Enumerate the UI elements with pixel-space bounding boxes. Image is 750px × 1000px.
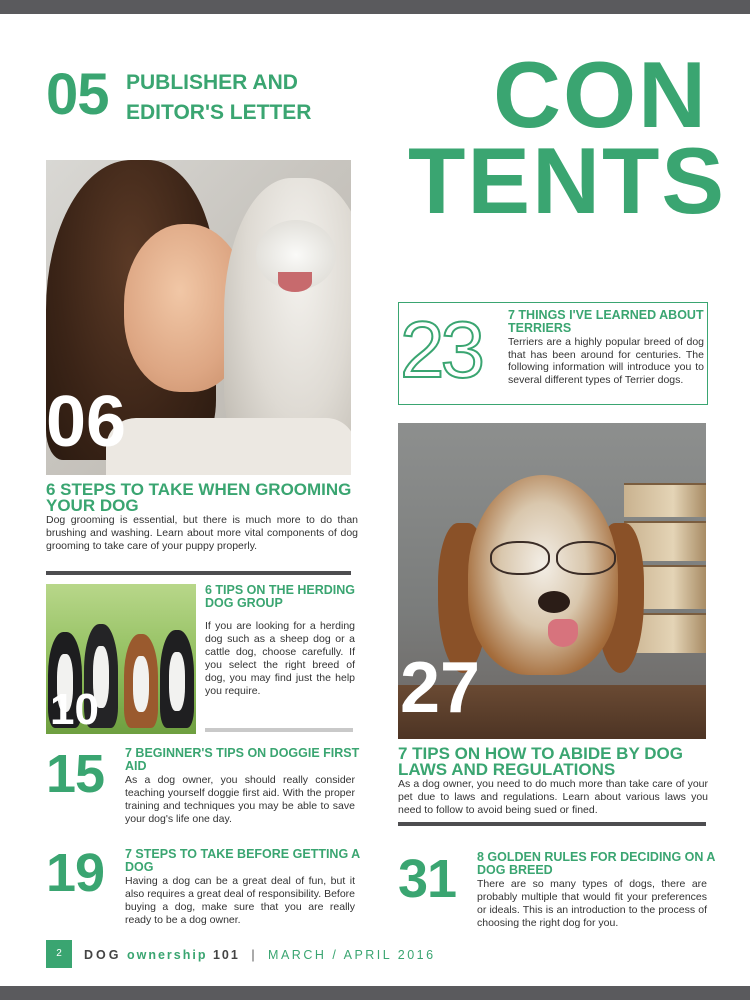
section-divider-light bbox=[205, 728, 353, 732]
page-number-06: 06 bbox=[46, 382, 127, 462]
page-number-31: 31 bbox=[398, 849, 457, 909]
page-number-19: 19 bbox=[46, 843, 105, 903]
brand-ownership: ownership bbox=[126, 948, 208, 962]
page-title-line1: CON bbox=[493, 42, 708, 147]
page-number-27: 27 bbox=[400, 648, 481, 728]
entry-body-first-aid: As a dog owner, you should really consider teaching yourself doggie first aid. With the proper training and techniques you may be able to save your dog's life one day. bbox=[125, 774, 355, 825]
magazine-page bbox=[0, 14, 750, 986]
entry-body-grooming: Dog grooming is essential, but there is much more to do than brushing and washing. Learn about more vital components of dog grooming to take care of your puppy properly. bbox=[46, 514, 358, 552]
entry-title-herding[interactable]: 6 TIPS ON THE HERDING DOG GROUP bbox=[205, 583, 356, 610]
entry-title-publisher-letter[interactable]: PUBLISHER AND EDITOR'S LETTER bbox=[126, 71, 312, 124]
brand-101: 101 bbox=[212, 948, 240, 962]
page-number-23: 23 bbox=[400, 305, 481, 394]
page-title bbox=[408, 42, 727, 233]
footer-masthead bbox=[84, 948, 436, 962]
section-divider bbox=[398, 822, 706, 826]
page-number-15: 15 bbox=[46, 744, 105, 804]
page-number-10: 10 bbox=[50, 685, 99, 734]
entry-body-terriers: Terriers are a highly popular breed of dog that has been around for centuries. The following information will introduce you to several different types of Terrier dogs. bbox=[508, 336, 704, 386]
footer-separator: | bbox=[251, 948, 257, 962]
entry-title-first-aid[interactable]: 7 BEGINNER'S TIPS ON DOGGIE FIRST AID bbox=[125, 746, 360, 773]
issue-date: MARCH / APRIL 2016 bbox=[268, 948, 436, 962]
folio-page-number: 2 bbox=[46, 940, 72, 968]
section-divider bbox=[46, 571, 351, 575]
entry-title-golden-rules[interactable]: 8 GOLDEN RULES FOR DECIDING ON A DOG BREED bbox=[477, 850, 715, 877]
entry-title-before-getting-dog[interactable]: 7 STEPS TO TAKE BEFORE GETTING A DOG bbox=[125, 847, 360, 874]
entry-title-dog-laws[interactable]: 7 TIPS ON HOW TO ABIDE BY DOG LAWS AND REGULATIONS bbox=[398, 744, 683, 779]
entry-body-herding: If you are looking for a herding dog such as a sheep dog or a cattle dog, choose carefully. If you select the right breed of dog, you may find just the help you require. bbox=[205, 620, 355, 697]
page-title-line2: TENTS bbox=[408, 128, 727, 233]
entry-title-grooming[interactable]: 6 STEPS TO TAKE WHEN GROOMING YOUR DOG bbox=[46, 480, 352, 515]
entry-body-golden-rules: There are so many types of dogs, there are probably multiple that would fit your preferences or ideals. This is an introduction to the process of choosing the right dog for you. bbox=[477, 878, 707, 929]
entry-body-before-getting-dog: Having a dog can be a great deal of fun, but it also requires a great deal of responsibility. Before buying a dog, make sure that you are really ready to be a dog owner. bbox=[125, 875, 355, 926]
entry-title-terriers[interactable]: 7 THINGS I'VE LEARNED ABOUT TERRIERS bbox=[508, 308, 704, 335]
brand-dog: DOG bbox=[84, 948, 122, 962]
page-number-05: 05 bbox=[46, 62, 109, 127]
entry-body-dog-laws: As a dog owner, you need to do much more than take care of your pet due to laws and regulations. Learn about various laws you need to follow to avoid being sued or fined. bbox=[398, 778, 708, 816]
